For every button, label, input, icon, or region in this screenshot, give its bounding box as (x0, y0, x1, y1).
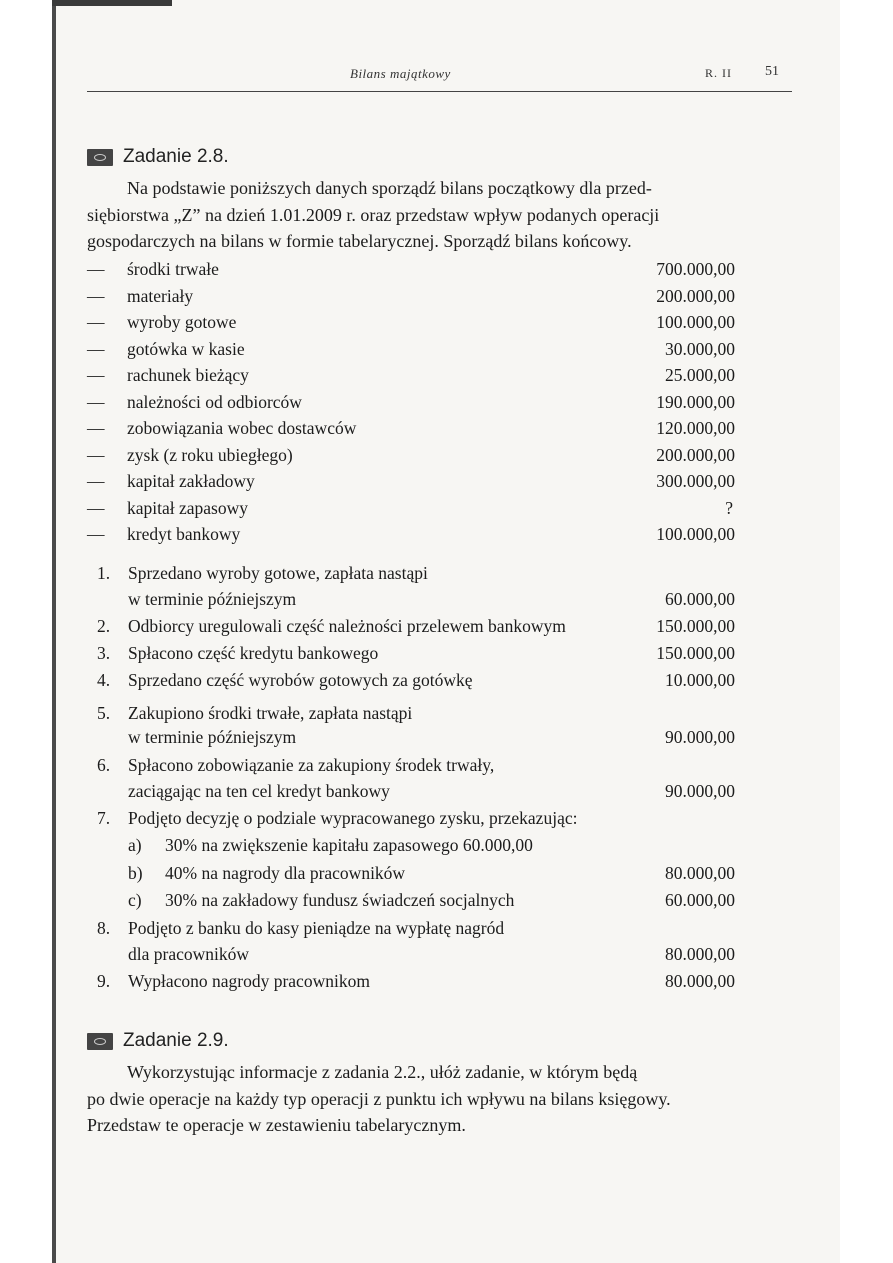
operation-value: 60.000,00 (665, 589, 735, 609)
operation-item (87, 613, 735, 639)
item-value: 120.000,00 (656, 418, 735, 438)
task-2-9-text (87, 1059, 747, 1139)
sub-item-text: 30% na zakładowy fundusz świadczeń socjalnych (165, 890, 515, 910)
task-2-8-heading (87, 146, 229, 168)
operation-value: 150.000,00 (656, 643, 735, 663)
dash: — (87, 338, 105, 359)
item-label: rachunek bieżący (127, 365, 249, 385)
initial-balance-list (87, 256, 735, 548)
sub-item-letter: b) (128, 863, 143, 883)
pencil-icon (87, 1033, 113, 1050)
sub-item-letter: c) (128, 890, 142, 910)
dash: — (87, 365, 105, 385)
operation-number: 3. (97, 643, 111, 663)
operation-text: Sprzedano wyroby gotowe, zapłata nastąpi (128, 563, 428, 583)
operation-text: Odbiorcy uregulowali część należności przelewem bankowym (128, 616, 566, 636)
item-value: 25.000,00 (665, 365, 735, 385)
page-corner-mark (52, 0, 172, 6)
sub-item-text: 40% na nagrody dla pracowników (165, 863, 406, 883)
operation-value: 80.000,00 (665, 863, 735, 883)
list-item (87, 495, 735, 522)
item-value: 30.000,00 (665, 338, 735, 359)
operation-text: Podjęto decyzję o podziale wypracowanego zysku, przekazując: (128, 808, 578, 828)
sub-item-text: 30% na zwiększenie kapitału zapasowego 60.000,00 (165, 835, 533, 855)
item-label: zysk (z roku ubiegłego) (127, 444, 293, 465)
item-label: należności od odbiorców (127, 391, 302, 412)
pencil-icon (87, 149, 113, 166)
item-value: 100.000,00 (656, 312, 735, 332)
operation-value: 80.000,00 (665, 944, 735, 964)
list-item (87, 389, 735, 416)
task-2-9-heading (87, 1030, 229, 1052)
item-label: gotówka w kasie (127, 338, 245, 359)
item-label: kredyt bankowy (127, 524, 241, 544)
item-value: ? (725, 497, 733, 518)
header-rule (87, 91, 792, 92)
list-item (87, 362, 735, 389)
operation-text: Spłacono część kredytu bankowego (128, 643, 379, 663)
task-2-9-title: Zadanie 2.9. (123, 1030, 229, 1051)
task-2-9-line: Wykorzystując informacje z zadania 2.2., ułóż zadanie, w którym będą (127, 1062, 638, 1082)
operation-item (87, 560, 735, 612)
operation-value: 150.000,00 (656, 616, 735, 636)
operation-value: 90.000,00 (665, 781, 735, 801)
item-value: 190.000,00 (656, 391, 735, 412)
item-value: 300.000,00 (656, 471, 735, 491)
task-2-8-intro (87, 175, 742, 255)
dash: — (87, 471, 105, 491)
list-item (87, 336, 735, 363)
task-2-8-intro-line: siębiorstwa „Z” na dzień 1.01.2009 r. oraz przedstaw wpływ podanych operacji (87, 204, 660, 225)
item-value: 700.000,00 (656, 259, 735, 279)
operation-text: w terminie późniejszym (128, 589, 297, 609)
item-label: kapitał zapasowy (127, 497, 248, 518)
operation-item (87, 667, 735, 693)
sub-item-letter: a) (128, 835, 142, 855)
list-item (87, 309, 735, 336)
operation-text: dla pracowników (128, 944, 250, 964)
running-header-title: Bilans majątkowy (350, 66, 451, 81)
operation-item (87, 968, 735, 994)
operation-value: 60.000,00 (665, 890, 735, 910)
item-label: kapitał zakładowy (127, 471, 255, 491)
list-item (87, 521, 735, 548)
operation-value: 80.000,00 (665, 971, 735, 991)
operation-number: 7. (97, 808, 111, 828)
list-item (87, 256, 735, 283)
dash: — (87, 444, 105, 465)
dash: — (87, 524, 105, 544)
operation-text: Zakupiono środki trwałe, zapłata nastąpi (128, 703, 413, 723)
list-item (87, 468, 735, 495)
operation-value: 90.000,00 (665, 727, 735, 747)
operation-text: Podjęto z banku do kasy pieniądze na wypłatę nagród (128, 918, 505, 938)
task-2-8-title: Zadanie 2.8. (123, 146, 229, 167)
dash: — (87, 497, 105, 518)
operation-number: 6. (97, 755, 111, 775)
item-label: środki trwałe (127, 259, 219, 279)
item-value: 200.000,00 (656, 444, 735, 465)
operation-number: 4. (97, 670, 111, 690)
task-2-9-line: po dwie operacje na każdy typ operacji z punktu ich wpływu na bilans księgowy. (87, 1088, 671, 1109)
list-item (87, 415, 735, 442)
list-item (87, 283, 735, 310)
task-2-8-intro-line: gospodarczych na bilans w formie tabelarycznej. Sporządź bilans końcowy. (87, 231, 632, 251)
task-2-9-line: Przedstaw te operacje w zestawieniu tabelarycznym. (87, 1115, 466, 1135)
task-2-8-intro-line: Na podstawie poniższych danych sporządź bilans początkowy dla przed- (127, 178, 652, 198)
item-label: zobowiązania wobec dostawców (127, 418, 357, 438)
operation-item (87, 640, 735, 666)
operation-text: Wypłacono nagrody pracownikom (128, 971, 370, 991)
operation-number: 8. (97, 918, 111, 938)
dash: — (87, 418, 105, 438)
operation-number: 2. (97, 616, 111, 636)
item-label: materiały (127, 285, 194, 306)
operation-number: 5. (97, 703, 111, 723)
dash: — (87, 259, 105, 279)
operation-item (87, 752, 735, 804)
item-label: wyroby gotowe (127, 312, 237, 332)
operation-number: 9. (97, 971, 111, 991)
dash: — (87, 391, 105, 412)
operation-number: 1. (97, 563, 111, 583)
dash: — (87, 285, 105, 306)
operation-item (87, 915, 735, 967)
operation-item (87, 805, 735, 913)
list-item (87, 442, 735, 469)
operation-text: zaciągając na ten cel kredyt bankowy (128, 781, 390, 801)
operation-item (87, 700, 735, 752)
operation-text: Sprzedano część wyrobów gotowych za gotówkę (128, 670, 473, 690)
operation-text: w terminie późniejszym (128, 727, 297, 747)
running-header-chapter: R. II (705, 66, 732, 80)
operation-text: Spłacono zobowiązanie za zakupiony środek trwały, (128, 755, 495, 775)
operation-value: 10.000,00 (665, 670, 735, 690)
item-value: 100.000,00 (656, 524, 735, 544)
item-value: 200.000,00 (656, 285, 735, 306)
page-number: 51 (765, 64, 779, 79)
dash: — (87, 312, 105, 332)
